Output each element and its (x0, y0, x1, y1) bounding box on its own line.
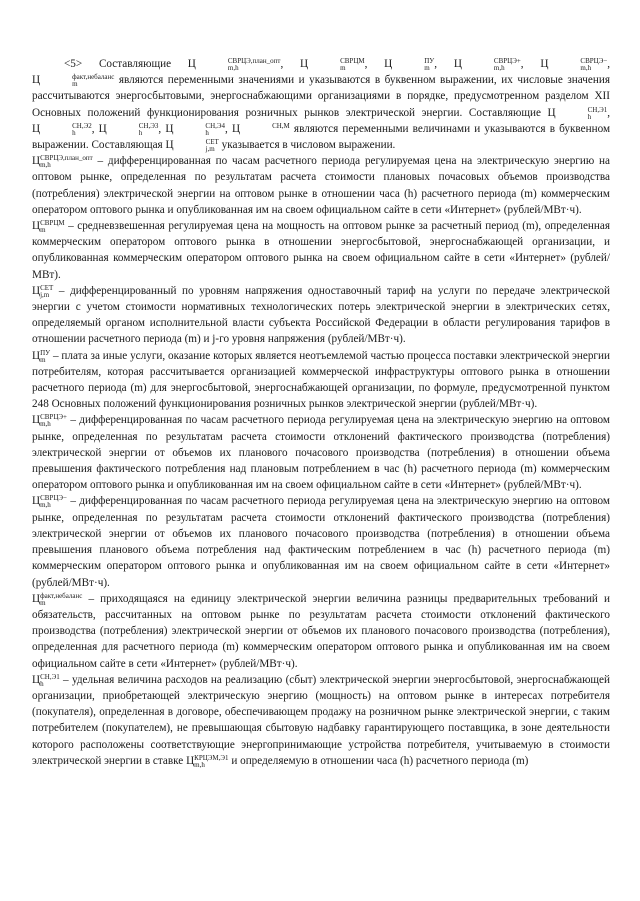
paragraph-text: – средневзвешенная регулируемая цена на мощность на оптовом рынке за расчетный период (m), определенная коммерческим оператором оптового рынка в отношении энергосбытовой, энергоснабжающей организации, и опубликованная коммерческим оператором оптового рынка на своем официальном сайте в сети «Интернет» (рублей/МВт). (32, 220, 610, 281)
formula-symbol: Ц СВРЦЭ+ m,h (453, 57, 521, 72)
formula-symbol: Ц СН,Э4 h (165, 121, 226, 137)
paragraph-text: являются переменными значениями и указываются в буквенном выражении, их числовые значения рассчитываются энергосбытовыми, энергоснабжающими организациями в порядке, предусмотренном разделом XII Основных положений функционирования розничных рынков электрической энергии. Составляющие (32, 74, 610, 119)
formula-symbol: Ц факт,небаланс m (32, 591, 83, 607)
formula-symbol: Ц СВРЦЭ,план_опт m,h (187, 57, 281, 72)
definition-paragraph (32, 218, 610, 283)
formula-symbol: Ц СН,Э3 h (98, 121, 159, 137)
definitions-list (32, 153, 610, 769)
formula-symbol: Ц СН,Э1 h (32, 672, 60, 688)
formula-symbol: Ц СВРЦЭ− m,h (32, 494, 67, 510)
formula-symbol: Ц СВРЦЭ+ m,h (32, 413, 67, 429)
formula-symbol: Ц КРЦЭМ,Э1 m,h (186, 753, 229, 769)
definition-paragraph (32, 153, 610, 218)
paragraph-text: – дифференцированная по часам расчетного периода регулируемая цена на электрическую энергию на оптовом рынке, определенная по результатам расчета стоимости отклонений фактического производства (потребления) электрической энергии от объемов их планового почасового производства (потребления) в отношении объема превышения планового объема потребления над фактическим потреблением в час (h) расчетного периода (m) коммерческим оператором оптового рынка и опубликованная им на своем официальном сайте в сети «Интернет» (рублей/МВт·ч). (32, 495, 610, 589)
formula-symbol: Ц ПУ m (384, 57, 435, 72)
definition-paragraph (32, 591, 610, 672)
formula-symbol: Ц СН,Э1 h (547, 105, 608, 121)
paragraph-text: – приходящаяся на единицу электрической энергии величина разницы предварительных требований и обязательств, рассчитанных на оптовом рынке по результатам расчета стоимости отклонений фактического производства (потребления) электрической энергии от объемов их планового почасового производства (потребления), определенная для расчетного периода (m) коммерческим оператором оптового рынка и опубликованная им на своем официальном сайте в сети «Интернет» (рублей/МВт·ч). (32, 592, 610, 670)
formula-symbol: Ц СВРЦЭ− m,h (540, 57, 608, 72)
note-5-paragraph: <5> Составляющие Ц СВРЦЭ,план_опт m,h , Ц СВРЦМ m , Ц ПУ m , Ц СВРЦЭ+ m,h , Ц СВРЦЭ− m,h , Ц факт,небаланс m являются переменными значениями и указываются в буквенном выражении, их числовые значения рассчитываются энергосбытовыми, энергоснабжающими организациями в порядке, предусмотренном разделом XII Основных положений функционирования розничных рынков электрической энергии. Составляющие Ц СН,Э1 h , Ц СН,Э2 h , Ц СН,Э3 h , Ц СН,Э4 h , Ц СН,М являются переменными величинами и указываются в буквенном выражении. Составляющая Ц СЕТ j,m указывается в числовом выражении. (32, 57, 611, 154)
paragraph-text: – дифференцированный по уровням напряжения одноставочный тариф на услуги по передаче электрической энергии с учетом стоимости нормативных технологических потерь электрической энергии в электрических сетях, определяемый органом исполнительной власти субъекта Российской Федерации в области регулирования тарифов в отношении расчетного периода (m) и j-го уровня напряжения (рублей/МВт·ч). (32, 284, 610, 346)
formula-symbol: Ц СВРЦМ m (300, 57, 365, 72)
formula-symbol: Ц СЕТ j,m (32, 283, 54, 299)
paragraph-text: указывается в числовом выражении. (221, 139, 396, 152)
paragraph-text: – удельная величина расходов на реализацию (сбыт) электрической энергии энергосбытовой, энергоснабжающей организации, приобретающей электрическую энергию (мощность) на оптовом рынке в интересах потребителя (покупателя), определенная в договоре, обеспечивающем продажу на розничном рынке электрической энергии, с таким потребителем (покупателем), не превышающая сбытовую надбавку гарантирующего поставщика, в зоне деятельности которого расположены соответствующие энергопринимающие устройства потребителя, учитываемую в стоимости электрической энергии в ставке (32, 673, 610, 767)
paragraph-text: и определяемую в отношении часа (h) расчетного периода (m) (228, 754, 529, 767)
definition-paragraph (32, 283, 610, 348)
formula-symbol: Ц СН,Э2 h (32, 121, 92, 137)
definition-paragraph (32, 493, 610, 590)
definition-paragraph (32, 348, 610, 413)
paragraph-text: – дифференцированная по часам расчетного периода регулируемая цена на электрическую энергию на оптовом рынке, определенная по результатам расчета стоимости отклонений фактического производства (потребления) электрической энергии от объемов их планового почасового производства (потребления) в отношении объема превышения фактического потребления над плановым потреблением в час (h) расчетного периода (m) коммерческим оператором оптового рынка и опубликованная им на своем официальном сайте в сети «Интернет» (рублей/МВт·ч). (32, 414, 610, 492)
formula-symbol: Ц факт,небаланс m (32, 73, 115, 89)
definition-paragraph (32, 672, 610, 769)
paragraph-text: – плата за иные услуги, оказание которых является неотъемлемой частью процесса поставки электрической энергии потребителям, которая рассчитывается организацией коммерческой инфраструктуры оптового рынка в отношении расчетного периода (m) для энергосбытовой, энергоснабжающей организации, по формуле, предусмотренной пунктом 248 Основных положений функционирования розничных рынков электрической энергии (рублей/МВт·ч). (32, 349, 610, 411)
formula-symbol: Ц СВРЦМ m (32, 219, 65, 235)
formula-symbol: Ц СЕТ j,m (165, 138, 219, 154)
paragraph-text: <5> Составляющие (64, 58, 172, 70)
formula-symbol: Ц ПУ m (32, 348, 51, 364)
formula-symbol: Ц СВРЦЭ,план_опт m,h (32, 154, 93, 170)
paragraph-text: являются переменными величинами и указываются в буквенном выражении. Составляющая (32, 122, 611, 152)
definition-paragraph (32, 412, 610, 493)
formula-symbol: Ц СН,М (231, 121, 290, 135)
paragraph-text: – дифференцированная по часам расчетного периода регулируемая цена на электрическую энергию на оптовом рынке, определенная по результатам расчета стоимости плановых почасовых объемов производства (потребления) электрической энергии на оптовом рынке в отношении часа (h) расчетного периода (m) коммерческим оператором оптового рынка и опубликованная им на своем официальном сайте в сети «Интернет» (рублей/МВт·ч). (32, 155, 610, 216)
